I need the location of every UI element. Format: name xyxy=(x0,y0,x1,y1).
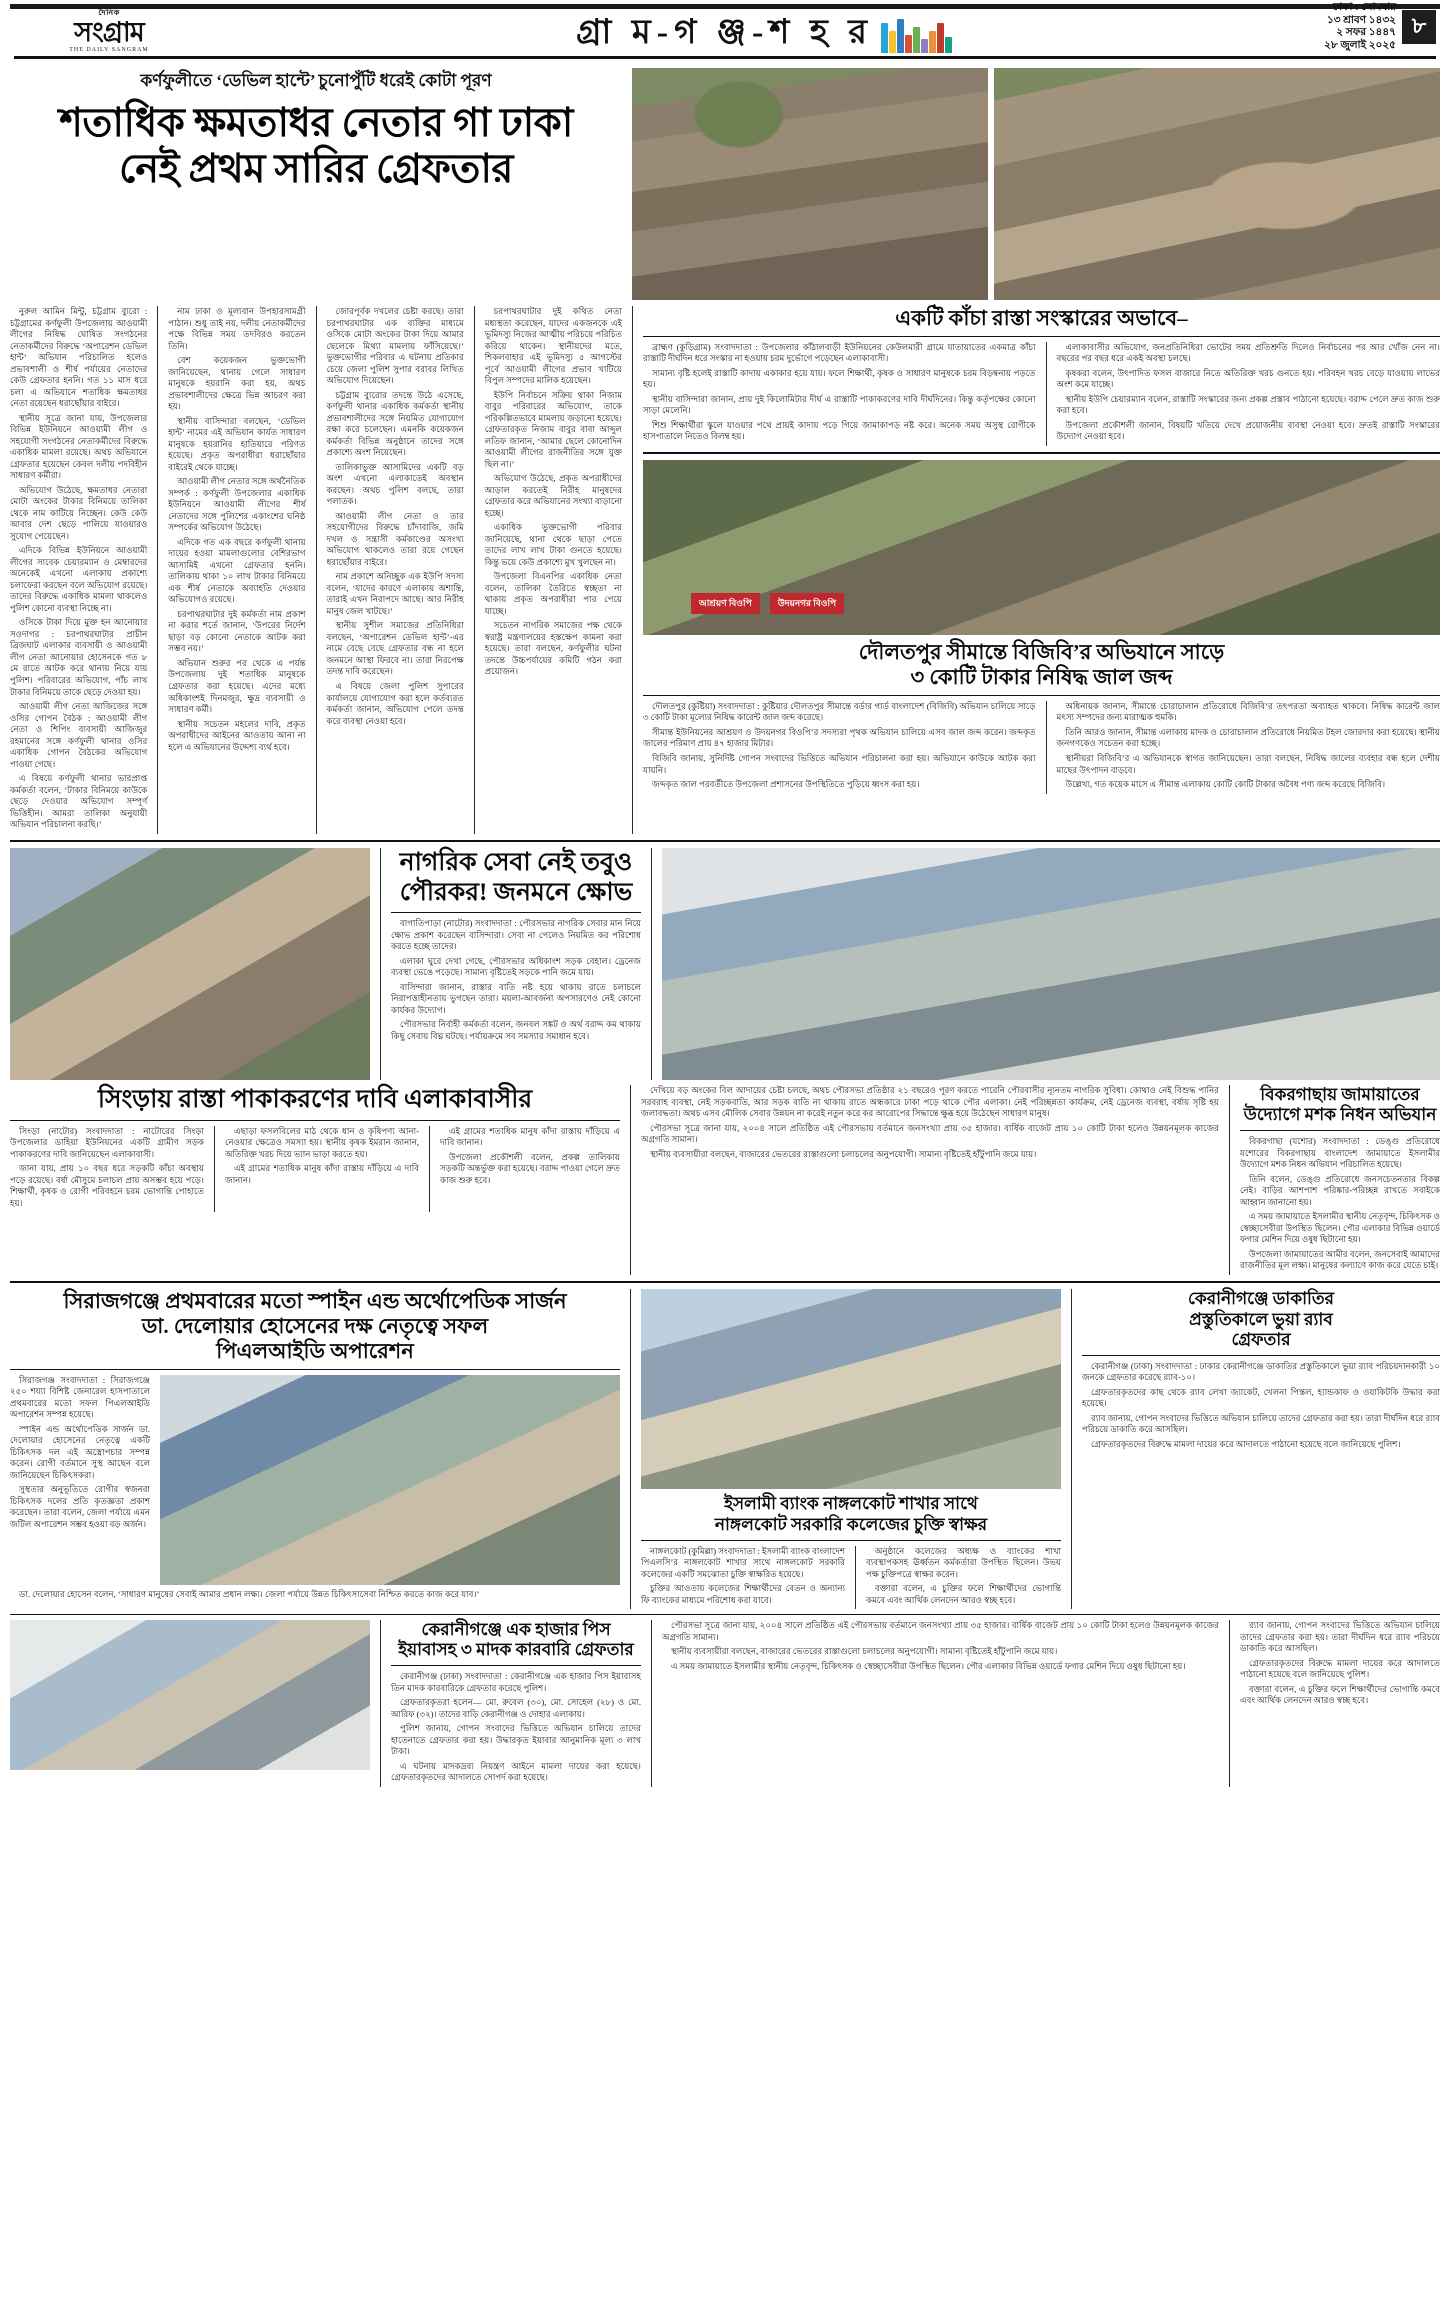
paragraph: অধিনায়ক জানান, সীমান্তে চোরাচালান প্রতিরোধে বিজিবি’র তৎপরতা অব্যাহত থাকবে। নিষিদ্ধ কারেন্ট জাল মৎস্য সম্পদের জন্য মারাত্মক হুমকি। xyxy=(1056,700,1440,723)
divider xyxy=(1240,1130,1440,1131)
paragraph: উপজেলা প্রকৌশলী বলেন, প্রকল্প তালিকায় সড়কটি অন্তর্ভুক্ত করা হয়েছে। বরাদ্দ পাওয়া গেলে দ্রুত কাজ শুরু হবে। xyxy=(440,1151,620,1185)
islami-bank-body xyxy=(641,1546,1061,1610)
paragraph: তিনি আরও জানান, সীমান্ত এলাকায় মাদক ও চোরাচালান প্রতিরোধে নিয়মিত টহল জোরদার করা হয়েছে। স্থানীয় জনগণকেও সচেতন করা হচ্ছে। xyxy=(1056,726,1440,749)
paragraph: এ ঘটনায় মাদকদ্রব্য নিয়ন্ত্রণ আইনে মামলা দায়ের করা হয়েছে। গ্রেফতারকৃতদের আদালতে সোপর্দ করা হয়েছে। xyxy=(391,1760,641,1783)
column-divider xyxy=(630,1085,631,1275)
date-line-1: ঢাকা : সোমবার xyxy=(1333,1,1396,13)
date-block xyxy=(1324,2,1436,53)
pouro-col-1 xyxy=(391,918,641,1042)
divider xyxy=(641,1540,1061,1541)
bgb-banner-right: উদয়নগর বিওপি xyxy=(770,593,844,614)
lead-headline xyxy=(10,100,622,193)
paragraph: স্থানীয় ব্যবসায়ীরা বলছেন, বাজারের ভেতরের রাস্তাগুলো চলাচলের অনুপযোগী। সামান্য বৃষ্টিতেই হাঁটুপানি জমে যায়। xyxy=(650,1148,1037,1159)
singra-col-1 xyxy=(10,1126,204,1213)
lead-headline-line-2: নেই প্রথম সারির গ্রেফতার xyxy=(119,146,513,192)
cityscape-icon xyxy=(881,13,952,53)
paragraph: উপজেলা বিএনপির একাধিক নেতা বলেন, তালিকা তৈরিতে স্বচ্ছতা না থাকায় প্রকৃত অপরাধীরা পার পেয়ে যাচ্ছে। xyxy=(484,571,622,616)
masthead-bottom-rule xyxy=(14,56,1436,59)
paragraph: স্থানীয় বাসিন্দারা জানান, প্রায় দুই কিলোমিটার দীর্ঘ এ রাস্তাটি পাকাকরণের দাবি দীর্ঘদিনের। কিন্তু কর্তৃপক্ষের কোনো সাড়া মেলেনি। xyxy=(643,393,1036,416)
paragraph: পৌরসভা সূত্রে জানা যায়, ২০০৪ সালে প্রতিষ্ঠিত এই পৌরসভায় বর্তমানে জনসংখ্যা প্রায় ৩৫ হাজার। বার্ষিক বাজেট প্রায় ১০ কোটি টাকা হলেও উন্নয়নমূলক কাজের অগ্রগতি সামান্য। xyxy=(641,1122,1219,1145)
surgeon-photo xyxy=(160,1375,620,1585)
paragraph: স্থানীয় বাসিন্দারা বলছেন, ‘ডেভিল হান্ট’ নামের এই অভিযান কার্যত সাধারণ মানুষকে হয়রানির হাতিয়ারে পরিণত হয়েছে। প্রকৃত অপরাধীরা ধরাছোঁয়ার বাইরেই থেকে যাচ্ছে। xyxy=(168,415,306,472)
paragraph: জব্দকৃত জাল পরবর্তীতে উপজেলা প্রশাসনের উপস্থিতিতে পুড়িয়ে ধ্বংস করা হয়। xyxy=(652,779,920,790)
date-line-3: ২ সফর ১৪৪৭ xyxy=(1336,27,1396,39)
paragraph: চরপাথরঘাটার দুই কর্মকর্তা নাম প্রকাশ না করার শর্তে জানান, ‘উপরের নির্দেশ ছাড়া বড় কোনো নেতাকে আটক করা সম্ভব নয়।’ xyxy=(168,608,306,654)
surgeon-headline-line-3: পিএলআইডি অপারেশন xyxy=(216,1338,414,1363)
paragraph: এলাকাবাসীর অভিযোগ, জনপ্রতিনিধিরা ভোটের সময় প্রতিশ্রুতি দিলেও নির্বাচনের পর আর খোঁজ নেন না। বছরের পর বছর ধরে একই অবস্থা চলছে। xyxy=(1056,341,1440,364)
paragraph: আওয়ামী লীগ নেতা আজিজের সঙ্গে ওসির গোপন বৈঠক : আওয়ামী লীগ নেতা ও শিপিং ব্যবসায়ী আজিজুর রহমানের সঙ্গে কর্ণফুলী থানার ওসির একাধিক গোপন বৈঠকের অভিযোগ পাওয়া গেছে। xyxy=(10,701,148,769)
paragraph: উপজেলা প্রকৌশলী জানান, বিষয়টি খতিয়ে দেখে প্রয়োজনীয় ব্যবস্থা নেওয়া হবে। দ্রুতই রাস্তাটি সংস্কারের উদ্যোগ নেওয়া হবে। xyxy=(1056,419,1440,442)
bgb-banner-left: আশ্রয়ণ বিওপি xyxy=(691,593,760,614)
pouro-headline-line-2: পৌরকর! জনমনে ক্ষোভ xyxy=(399,878,633,906)
paragraph: কেরানীগঞ্জ (ঢাকা) সংবাদদাতা : কেরানীগঞ্জে এক হাজার পিস ইয়াবাসহ তিন মাদক কারবারিকে গ্রেফতার করেছে পুলিশ। xyxy=(391,1671,641,1693)
newspaper-logo xyxy=(14,7,204,53)
paragraph: স্পাইন এন্ড অর্থোপেডিক সার্জন ডা. দেলোয়ার হোসেনের নেতৃত্বে একটি চিকিৎসক দল এই অস্ত্রোপচার সম্পন্ন করেন। রোগী বর্তমানে সুস্থ আছেন বলে জানিয়েছেন চিকিৎসকরা। xyxy=(10,1423,150,1480)
paragraph: বক্তারা বলেন, এ চুক্তির ফলে শিক্ষার্থীদের ভোগান্তি কমবে এবং আর্থিক লেনদেন আরও স্বচ্ছ হবে। xyxy=(866,1583,1061,1605)
lead-col-2 xyxy=(168,306,305,834)
paragraph: জানা যায়, প্রায় ১০ বছর ধরে সড়কটি কাঁচা অবস্থায় পড়ে রয়েছে। বর্ষা মৌসুমে চলাচল প্রায় অসম্ভব হয়ে পড়ে। শিক্ষার্থী, কৃষক ও রোগী পরিবহনে চরম ভোগান্তি পোহাতে হয়। xyxy=(10,1163,204,1208)
paragraph: তালিকাভুক্ত আসামিদের একটি বড় অংশ এখনো এলাকাতেই অবস্থান করছেন। অথচ পুলিশ বলছে, তারা পলাতক। xyxy=(326,461,464,507)
surgeon-col-2 xyxy=(10,1589,620,1601)
lead-headline-line-1: শতাধিক ক্ষমতাধর নেতার গা ঢাকা xyxy=(59,100,573,145)
paragraph: আওয়ামী লীগ নেতার সঙ্গে অর্থনৈতিক সম্পর্ক : কর্ণফুলী উপজেলার একাধিক ইউনিয়নে আওয়ামী লীগের শীর্ষ নেতাদের সঙ্গে পুলিশের একাংশের ঘনিষ্ঠ সম্পর্কের অভিযোগ উঠেছে। xyxy=(168,476,306,533)
paragraph: সচেতন নাগরিক সমাজের পক্ষ থেকে স্বরাষ্ট্র মন্ত্রণালয়ের হস্তক্ষেপ কামনা করা হয়েছে। তারা বলছেন, কর্ণফুলীর ঘটনা তদন্তে উচ্চপর্যায়ের কমিটি গঠন করা প্রয়োজন। xyxy=(484,620,622,677)
column-divider xyxy=(214,1126,215,1213)
paragraph: দৌলতপুর (কুষ্টিয়া) সংবাদদাতা : কুষ্টিয়ার দৌলতপুর সীমান্তে বর্ডার গার্ড বাংলাদেশ (বিজিবি) অভিযান চালিয়ে সাড়ে ৩ কোটি টাকা মূল্যের নিষিদ্ধ কারেন্ট জাল জব্দ করেছে। xyxy=(643,700,1036,723)
paragraph: সিংড়া (নাটোর) সংবাদদাতা : নাটোরের সিংড়া উপজেলার ডাহিয়া ইউনিয়নের একটি গ্রামীণ সড়ক পাকাকরণের দাবি জানিয়েছেন এলাকাবাসী। xyxy=(10,1125,204,1159)
bottom-section xyxy=(10,1289,1440,1609)
singra-col-2 xyxy=(225,1126,419,1213)
logo-kicker: দৈনিক xyxy=(98,8,120,18)
column-divider xyxy=(1046,342,1047,446)
newspaper-page xyxy=(0,1,1450,2306)
lead-block xyxy=(10,68,1440,300)
divider xyxy=(10,1614,1440,1615)
singra-headline-wrap xyxy=(10,1085,620,1275)
singra-story-headline: সিংড়ায় রাস্তা পাকাকরণের দাবি এলাকাবাসীর xyxy=(97,1086,533,1114)
paragraph: অনুষ্ঠানে কলেজের অধ্যক্ষ ও ব্যাংকের শাখা ব্যবস্থাপকসহ ঊর্ধ্বতন কর্মকর্তারা উপস্থিত ছিলেন। উভয় পক্ষ চুক্তিপত্রে স্বাক্ষর করেন। xyxy=(866,1545,1061,1579)
mosquito-story-headline: বিকরগাছায় জামায়াতের উদ্যোগে মশক নিধন অভিযান xyxy=(1243,1085,1437,1125)
islami-bank-headline-line-2: নাঙ্গলকোট সরকারি কলেজের চুক্তি স্বাক্ষর xyxy=(714,1514,988,1534)
divider xyxy=(643,695,1440,696)
paragraph: সামান্য বৃষ্টি হলেই রাস্তাটি কাদায় একাকার হয়ে যায়। ফলে শিক্ষার্থী, কৃষক ও সাধারণ মানুষকে চরম বিড়ম্বনায় পড়তে হয়। xyxy=(643,367,1036,390)
column-divider xyxy=(474,306,475,834)
pistol-headline: কেরানীগঞ্জে এক হাজার পিস ইয়াবাসহ ৩ মাদক কারবারি গ্রেফতার xyxy=(398,1620,634,1660)
singra-col-3 xyxy=(440,1126,620,1213)
section-title: গ্রা ম-গ ঞ্জ-শ হ র xyxy=(576,14,873,51)
paragraph: চুক্তির আওতায় কলেজের শিক্ষার্থীদের বেতন ও অন্যান্য ফি ব্যাংকের মাধ্যমে পরিশোধ করা যাবে। xyxy=(641,1583,845,1605)
masthead xyxy=(10,1,1440,62)
paragraph: অভিযান শুরুর পর থেকে এ পর্যন্ত উপজেলায় দুই শতাধিক মানুষকে গ্রেফতার করা হয়েছে। এদের মধ্যে অধিকাংশই দিনমজুর, ক্ষুদ্র ব্যবসায়ী ও সাধারণ কর্মী। xyxy=(168,657,306,715)
paragraph: উল্লেখ্য, গত কয়েক মাসে এ সীমান্ত এলাকায় কোটি কোটি টাকার অবৈধ পণ্য জব্দ করেছে বিজিবি। xyxy=(1065,779,1386,790)
surgeon-body xyxy=(10,1375,620,1585)
divider xyxy=(643,336,1440,337)
pistol-block xyxy=(391,1620,641,1787)
paragraph: বাসিন্দারা জানান, রাস্তার বাতি নষ্ট হয়ে থাকায় রাতে চলাচলে নিরাপত্তাহীনতায় ভুগছেন তারা। ময়লা-আবর্জনা অপসারণেও নেই কোনো কার্যকর উদ্যোগ। xyxy=(391,981,641,1015)
paragraph: পৌরসভা সূত্রে জানা যায়, ২০০৪ সালে প্রতিষ্ঠিত এই পৌরসভায় বর্তমানে জনসংখ্যা প্রায় ৩৫ হাজার। বার্ষিক বাজেট প্রায় ১০ কোটি টাকা হলেও উন্নয়নমূলক কাজের অগ্রগতি সামান্য। xyxy=(662,1620,1219,1642)
paragraph: অভিযোগ উঠেছে, ক্ষমতাধর নেতারা মোটা অংকের টাকার বিনিময়ে তালিকা থেকে নাম কাটিয়ে নিচ্ছেন। কেউ কেউ আবার দেশ ছেড়ে পালিয়ে যাওয়ারও সুযোগ পেয়েছেন। xyxy=(10,484,148,541)
bgb-headline-line-1: দৌলতপুর সীমান্তে বিজিবি’র অভিযানে সাড়ে xyxy=(858,640,1225,665)
singra-block xyxy=(10,848,370,1080)
lead-col-3 xyxy=(326,306,463,834)
bgb-col-1 xyxy=(643,701,1036,794)
paragraph: দেখিয়ে বড় অংকের বিল আদায়ের চেষ্টা চলছে, অথচ পৌরসভা প্রতিষ্ঠার ২১ বছরেও পূরণ করতে পারেনি পৌরবাসীর ন্যূনতম নাগরিক সুবিধা। কোথাও নেই বিশুদ্ধ পানির সরবরাহ ব্যবস্থা, নেই সড়কবাতি, আর সড়ক বাতি না থাকায় রাতে অন্ধকারে ঢাকা পড়ে থাকে পৌর এলাকা। নেই পরিচ্ছন্নতা কার্যক্রম, নেই ড্রেনেজ ব্যবস্থা, বর্ষায় সৃষ্টি হয় জলাবদ্ধতা। অথচ এসব মৌলিক সেবার উন্নয়ন না করেই নতুন করে কর আরোপের সিদ্ধান্তে ক্ষুব্ধ হয়ে উঠেছেন সাধারণ মানুষ। xyxy=(641,1085,1219,1119)
footer-photo-block xyxy=(10,1620,370,1787)
pouro-col-2 xyxy=(641,1085,1219,1160)
divider xyxy=(10,1369,620,1370)
islami-bank-headline xyxy=(641,1494,1061,1534)
singra-mosquito-headrow xyxy=(10,1085,1440,1275)
paragraph: বক্তারা বলেন, এ চুক্তির ফলে শিক্ষার্থীদের ভোগান্তি কমবে এবং আর্থিক লেনদেন আরও স্বচ্ছ হবে। xyxy=(1240,1683,1440,1706)
paragraph: তিনি বলেন, ডেঙ্গু প্রতিরোধে জনসচেতনতার বিকল্প নেই। বাড়ির আশপাশ পরিষ্কার-পরিচ্ছন্ন রাখতে সবাইকে আহ্বান জানানো হয়। xyxy=(1240,1173,1440,1207)
column-divider xyxy=(380,1620,381,1787)
footer-col-right xyxy=(1240,1620,1440,1787)
pouro-headline-line-1: নাগরিক সেবা নেই তবুও xyxy=(399,849,633,877)
paragraph: র‌্যাব জানায়, গোপন সংবাদের ভিত্তিতে অভিযান চালিয়ে তাদের গ্রেফতার করা হয়। তারা দীর্ঘদিন ধরে র‌্যাব পরিচয়ে ডাকাতি করে আসছিল। xyxy=(1240,1620,1440,1654)
column-divider xyxy=(1046,701,1047,794)
paragraph: সীমান্ত ইউনিয়নের আশ্রয়ণ ও উদয়নগর বিওপি’র সদস্যরা পৃথক অভিযান চালিয়ে এসব জাল জব্দ করেন। জব্দকৃত জালের পরিমাণ প্রায় ৪৭ হাজার মিটার। xyxy=(643,726,1036,749)
islami-bank-col-2 xyxy=(866,1546,1061,1610)
footer-col-1 xyxy=(662,1620,1219,1672)
paragraph: নাম প্রকাশে অনিচ্ছুক এক ইউপি সদস্য বলেন, ‘যাদের কারণে এলাকায় অশান্তি, তারাই এখন নিরাপদে আছে। আর নিরীহ মানুষ জেল খাটছে।’ xyxy=(326,571,464,616)
paragraph: এলাকা ঘুরে দেখা গেছে, পৌরসভার অধিকাংশ সড়ক বেহাল। ড্রেনেজ ব্যবস্থা ভেঙে পড়েছে। সামান্য বৃষ্টিতেই সড়কে পানি জমে যায়। xyxy=(391,955,641,978)
paragraph: স্থানীয়রা বিজিবি’র এ অভিযানকে স্বাগত জানিয়েছেন। তারা বলছেন, নিষিদ্ধ জালের ব্যবহার বন্ধ হলে দেশীয় মাছের উৎপাদন বাড়বে। xyxy=(1056,752,1440,775)
road-col-1 xyxy=(643,342,1036,446)
paragraph: সুস্থতার অনুভূতিতে রোগীর স্বজনরা চিকিৎসক দলের প্রতি কৃতজ্ঞতা প্রকাশ করেছেন। তারা বলেন, জেলা পর্যায়ে এমন জটিল অপারেশন সম্ভব হওয়া বড় অর্জন। xyxy=(10,1484,150,1529)
road-col-2 xyxy=(1057,342,1441,446)
lead-headline-area xyxy=(10,68,622,300)
paragraph: স্থানীয় ব্যবসায়ীরা বলছেন, বাজারের ভেতরের রাস্তাগুলো চলাচলের অনুপযোগী। সামান্য বৃষ্টিতেই হাঁটুপানি জমে যায়। xyxy=(671,1646,1058,1657)
footer-extra-text xyxy=(662,1620,1219,1787)
divider xyxy=(10,1281,1440,1284)
paragraph: ওসিকে টাকা দিয়ে মুক্ত হন আনোয়ার সওদাগর : চরপাথরঘাটার প্রাচীন ব্রিজঘাট এলাকার ব্যবসায়ী ও আওয়ামী লীগ নেতা আনোয়ার হোসেনকে গত ৮ মে রাতে আটক করে থানায় নিয়ে যায় পুলিশ। পরিবারের অভিযোগ, পাঁচ লাখ টাকার বিনিময়ে তাকে ছেড়ে দেওয়া হয়। xyxy=(10,617,148,697)
lead-col-1 xyxy=(10,306,147,834)
lead-kicker: কর্ণফুলীতে ‘ডেভিল হান্টে’ চুনোপুঁটি ধরেই কোটা পূরণ xyxy=(140,71,492,90)
date-lines xyxy=(1324,2,1396,53)
divider xyxy=(10,840,1440,843)
paragraph: স্থানীয় সুশীল সমাজের প্রতিনিধিরা বলছেন, ‘অপারেশন ডেভিল হান্ট’-এর নামে বেছে বেছে গ্রেফতার বন্ধ না হলে জনমনে আস্থা ফিরবে না। তারা নিরপেক্ষ তদন্ত দাবি করেছেন। xyxy=(326,620,464,677)
bgb-col-2 xyxy=(1057,701,1441,794)
column-divider xyxy=(1229,1085,1230,1275)
paragraph: এদিকে বিভিন্ন ইউনিয়নে আওয়ামী লীগের সাবেক চেয়ারম্যান ও মেম্বারদের অনেকেই এখনো এলাকায় প্রকাশ্যে চলাফেরা করছেন বলে অভিযোগ রয়েছে। তাদের বিরুদ্ধে একাধিক মামলা থাকলেও পুলিশ কোনো ব্যবস্থা নিচ্ছে না। xyxy=(10,545,148,613)
keraniganj-headline-line-1: কেরানীগঞ্জে ডাকাতির xyxy=(1187,1289,1335,1309)
mosquito-photo-block xyxy=(662,848,1440,1080)
islami-bank-block xyxy=(641,1289,1061,1609)
paragraph: স্থানীয় সূত্রে জানা যায়, উপজেলার বিভিন্ন ইউনিয়নে আওয়ামী লীগ ও সহযোগী সংগঠনের নেতাকর্মীদের বিরুদ্ধে একাধিক মামলা রয়েছে। অথচ অভিযানে গ্রেফতার হয়েছেন কেবল দলীয় পদবিহীন সাধারণ কর্মীরা। xyxy=(10,412,148,481)
paragraph: এ সময় জামায়াতে ইসলামীর স্থানীয় নেতৃবৃন্দ, চিকিৎসক ও স্বেচ্ছাসেবীরা উপস্থিত ছিলেন। পৌর এলাকার বিভিন্ন ওয়ার্ডে ফগার মেশিন দিয়ে ওষুধ ছিটানো হয়। xyxy=(671,1660,1186,1671)
paragraph: এ বিষয়ে জেলা পুলিশ সুপারের কার্যালয়ে যোগাযোগ করা হলে কর্তব্যরত কর্মকর্তা জানান, অভিযোগ পেলে তদন্ত করে ব্যবস্থা নেওয়া হবে। xyxy=(326,680,464,726)
surgeon-block xyxy=(10,1289,620,1609)
bgb-story-headline xyxy=(643,640,1440,690)
lead-photos xyxy=(632,68,1440,300)
keraniganj-headline-line-3: গ্রেফতার xyxy=(1231,1329,1291,1349)
pistol-col-1 xyxy=(391,1671,641,1784)
column-divider xyxy=(157,306,158,834)
page-number-badge: ৮ xyxy=(1402,10,1436,44)
column-divider xyxy=(855,1546,856,1610)
mosquito-head-wrap xyxy=(1240,1085,1440,1275)
date-line-4: ২৮ জুলাই ২০২৫ xyxy=(1324,40,1396,52)
column-divider xyxy=(651,848,652,1080)
paragraph: গ্রেফতারকৃতদের কাছ থেকে র‌্যাব লেখা জ্যাকেট, খেলনা পিস্তল, হ্যান্ডকাফ ও ওয়াকিটকি উদ্ধার করা হয়েছে। xyxy=(1082,1386,1440,1409)
paragraph: নাঙ্গলকোট (কুমিল্লা) সংবাদদাতা : ইসলামী ব্যাংক বাংলাদেশ পিএলসি’র নাঙ্গলকোট শাখার সাথে নাঙ্গলকোট সরকারি কলেজের একটি সমঝোতা চুক্তি স্বাক্ষরিত হয়েছে। xyxy=(641,1545,845,1579)
paragraph: চরপাথরঘাটার দুই কথিত নেতা মধ্যস্থতা করেছেন, যাদের একজনকে এই ভূমিদস্যু নিজের আত্মীয় পরিচয়ে পরিচিত করিয়ে থাকেন। স্থানীয়দের মতে, শিকলবাহার এই ভূমিদস্যু ৫ আগস্টের পূর্বে আওয়ামী লীগের প্রভাব খাটিয়ে বিপুল সম্পদের মালিক হয়েছেন। xyxy=(484,306,622,386)
bgb-story-body xyxy=(643,701,1440,794)
road-story-headline: একটি কাঁচা রাস্তা সংস্কারের অভাবে– xyxy=(895,306,1188,330)
paragraph: ব্রাহ্মণ (কুড়িগ্রাম) সংবাদদাতা : উপজেলার কাঁঠালবাড়ী ইউনিয়নের কেউলমারী গ্রামে যাতায়াতের একমাত্র কাঁচা রাস্তাটি দীর্ঘদিন ধরে সংস্কার না হওয়ায় চরম দুর্ভোগে পড়েছেন এলাকাবাসী। xyxy=(643,341,1036,364)
islami-bank-headline-line-1: ইসলামী ব্যাংক নাঙ্গলকোট শাখার সাথে xyxy=(724,1494,978,1514)
surgeon-headline-line-2: ডা. দেলোয়ার হোসেনের দক্ষ নেতৃত্বে সফল xyxy=(141,1314,489,1339)
keraniganj-block xyxy=(1082,1289,1440,1609)
bgb-photo xyxy=(643,460,1440,635)
date-line-2: ১৩ শ্রাবণ ১৪৩২ xyxy=(1326,14,1396,26)
pouro-head-block xyxy=(391,848,641,1080)
paragraph: আওয়ামী লীগ নেতা ও তার সহযোগীদের বিরুদ্ধে চাঁদাবাজি, জমি দখল ও সন্ত্রাসী কর্মকাণ্ডের অসংখ্য অভিযোগ থাকলেও তারা রয়ে গেছেন ধরাছোঁয়ার বাইরে। xyxy=(326,510,464,567)
paragraph: এ সময় জামায়াতে ইসলামীর স্থানীয় নেতৃবৃন্দ, চিকিৎসক ও স্বেচ্ছাসেবীরা উপস্থিত ছিলেন। পৌর এলাকার বিভিন্ন ওয়ার্ডে ফগার মেশিন দিয়ে ওষুধ ছিটানো হয়। xyxy=(1240,1211,1440,1245)
column-divider xyxy=(316,306,317,834)
paragraph: বিজিবি জানায়, সুনির্দিষ্ট গোপন সংবাদের ভিত্তিতে অভিযান পরিচালনা করা হয়। অভিযানে কাউকে আটক করা যায়নি। xyxy=(643,752,1036,775)
divider xyxy=(643,452,1440,455)
right-rail xyxy=(643,306,1440,834)
paragraph: ডা. দেলোয়ার হোসেন বলেন, ‘সাধারণ মানুষের সেবাই আমার প্রধান লক্ষ্য। জেলা পর্যায়ে উন্নত চিকিৎসাসেবা নিশ্চিত করতে কাজ করে যাব।’ xyxy=(19,1588,480,1599)
paragraph: গ্রেফতারকৃতদের বিরুদ্ধে মামলা দায়ের করে আদালতে পাঠানো হয়েছে বলে জানিয়েছে পুলিশ। xyxy=(1091,1438,1401,1449)
paragraph: কৃষকরা বলেন, উৎপাদিত ফসল বাজারে নিতে অতিরিক্ত খরচ গুনতে হয়। পরিবহন খরচ বেড়ে যাওয়ায় লাভের অংশ কমে যাচ্ছে। xyxy=(1056,367,1440,390)
column-divider xyxy=(429,1126,430,1213)
pouro-story-headline xyxy=(391,848,641,907)
footer-photo xyxy=(10,1620,370,1770)
lead-story-columns xyxy=(10,306,622,834)
paragraph: পুলিশ জানায়, গোপন সংবাদের ভিত্তিতে অভিযান চালিয়ে তাদের হাতেনাতে গ্রেফতার করা হয়। উদ্ধারকৃত ইয়াবার আনুমানিক মূল্য ৩ লাখ টাকা। xyxy=(391,1723,641,1757)
surgeon-headline-line-1: সিরাজগঞ্জে প্রথমবারের মতো স্পাইন এন্ড অর্থোপেডিক সার্জন xyxy=(63,1289,567,1314)
footer-section xyxy=(10,1620,1440,1787)
mosquito-photo xyxy=(662,848,1440,1080)
paragraph: পৌরসভার নির্বাহী কর্মকর্তা বলেন, জনবল সঙ্কট ও অর্থ বরাদ্দ কম থাকায় কিছু সেবায় বিঘ্ন ঘটছে। পর্যায়ক্রমে সব সমস্যার সমাধান হবে। xyxy=(391,1019,641,1041)
paragraph: কেরানীগঞ্জ (ঢাকা) সংবাদদাতা : ঢাকার কেরানীগঞ্জে ডাকাতির প্রস্তুতিকালে ভুয়া র‌্যাব পরিচয়দানকারী ১০ জনকে গ্রেফতার করেছে র‌্যাব-১০। xyxy=(1082,1360,1440,1383)
footer-col-2 xyxy=(1240,1620,1440,1707)
paragraph: সিরাজগঞ্জ সংবাদদাতা : সিরাজগঞ্জে ২৫০ শয্যা বিশিষ্ট জেনারেল হাসপাতালে প্রথমবারের মতো সফল পিএলআইডি অপারেশন সম্পন্ন হয়েছে। xyxy=(10,1374,150,1420)
paragraph: অভিযোগ উঠেছে, প্রকৃত অপরাধীদের আড়াল করতেই নিরীহ মানুষদের গ্রেফতার করে অভিযানের সংখ্যা বাড়ানো হচ্ছে। xyxy=(484,473,622,518)
paragraph: এছাড়া ফসলবিলের মাঠ থেকে ধান ও কৃষিপণ্য আনা-নেওয়ার ক্ষেত্রেও সমস্যা হয়। স্থানীয় কৃষক ইমরান জানান, অতিরিক্ত খরচ দিয়ে ভ্যান ভাড়া করতে হয়। xyxy=(225,1125,419,1159)
divider xyxy=(391,1665,641,1666)
divider xyxy=(391,912,641,913)
paragraph: উপজেলা জামায়াতের আমীর বলেন, জনসেবাই আমাদের রাজনীতির মূল লক্ষ্য। মানুষের কল্যাণে কাজ করে যেতে চাই। xyxy=(1240,1248,1440,1271)
lead-photo-left xyxy=(632,68,988,300)
keraniganj-headline xyxy=(1082,1289,1440,1349)
paragraph: এ বিষয়ে কর্ণফুলী থানার ভারপ্রাপ্ত কর্মকর্তা বলেন, ‘টাকার বিনিময়ে কাউকে ছেড়ে দেওয়ার অভিযোগ সম্পূর্ণ ভিত্তিহীন। আমরা তালিকা অনুযায়ী অভিযান পরিচালনা করছি।’ xyxy=(10,773,148,830)
column-divider xyxy=(1071,1289,1072,1609)
paragraph: একাধিক ভুক্তভোগী পরিবার জানিয়েছে, থানা থেকে ছাড়া পেতে তাদের লাখ লাখ টাকা গুনতে হয়েছে। কিন্তু ভয়ে কেউ প্রকাশ্যে মুখ খুলছেন না। xyxy=(484,522,622,567)
paragraph: নুরুল আমিন মিন্টু, চট্টগ্রাম ব্যুরো : চট্টগ্রামের কর্ণফুলী উপজেলায় আওয়ামী লীগের নিষিদ্ধ ঘোষিত সংগঠনের নেতাকর্মীদের বিরুদ্ধে ‘অপারেশন ডেভিল হান্ট’ অভিযান পরিচালিত হলেও প্রভাবশালী ও শীর্ষ পর্যায়ের নেতাদের কেউ গ্রেফতার হননি। গত ১১ মাস ধরে চলা এ অভিযানে শতাধিক ক্ষমতাধর নেতা রয়েছেন ধরাছোঁয়ার বাইরে। xyxy=(10,306,148,409)
mosquito-col-1 xyxy=(1240,1136,1440,1272)
paragraph: এদিকে গত এক বছরে কর্ণফুলী থানায় দায়ের হওয়া মামলাগুলোর বেশিরভাগ আসামিই এখনো গ্রেফতার হননি। তালিকায় থাকা ১০ লাখ টাকার বিনিময়ে এক শীর্ষ নেতাকে অব্যাহতি দেওয়ার অভিযোগও রয়েছে। xyxy=(168,536,306,605)
bgb-headline-line-2: ৩ কোটি টাকার নিষিদ্ধ জাল জব্দ xyxy=(910,665,1173,690)
paragraph: চট্টগ্রাম ব্যুরোর তদন্তে উঠে এসেছে, কর্ণফুলী থানার একাধিক কর্মকর্তা স্থানীয় প্রভাবশালীদের সঙ্গে নিয়মিত যোগাযোগ রক্ষা করে চলেছেন। এমনকি কয়েকজন কর্মকর্তা বিভিন্ন অনুষ্ঠানে তাদের সঙ্গে প্রকাশ্যে অংশ নিয়েছেন। xyxy=(326,389,464,458)
column-divider xyxy=(1229,1620,1230,1787)
keraniganj-headline-line-2: প্রস্তুতিকালে ভুয়া র‌্যাব xyxy=(1189,1309,1333,1329)
divider xyxy=(10,1120,620,1121)
bgb-photo-banners xyxy=(691,593,844,614)
paragraph: বিকরগাছা (যশোর) সংবাদদাতা : ডেঙ্গু প্রতিরোধে যশোরের বিকরগাছায় বাংলাদেশ জামায়াতে ইসলামীর উদ্যোগে মশক নিধন অভিযান পরিচালিত হয়েছে। xyxy=(1240,1136,1440,1170)
divider xyxy=(1082,1355,1440,1356)
keraniganj-col-1 xyxy=(1082,1361,1440,1451)
logo-title: সংগ্রাম xyxy=(74,17,144,48)
column-divider xyxy=(380,848,381,1080)
islami-bank-photo xyxy=(641,1289,1061,1489)
surgeon-col-1 xyxy=(10,1375,150,1585)
main-body xyxy=(10,306,1440,834)
paragraph: এই গ্রামের শতাধিক মানুষ কাঁদা রাস্তায় দাঁড়িয়ে এ দাবি জানান। xyxy=(225,1163,419,1185)
paragraph: নাম ঢাকা ও মূল্যবান উপহারসামগ্রী পাঠান। শুধু তাই নয়, দলীয় নেতাকর্মীদের পক্ষে বিভিন্ন সময় তদবিরও করতেন তিনি। xyxy=(168,306,306,351)
paragraph: স্থানীয় ইউপি চেয়ারম্যান বলেন, রাস্তাটি সংস্কারের জন্য প্রকল্প প্রস্তাব পাঠানো হয়েছে। বরাদ্দ পেলে দ্রুত কাজ শুরু করা হবে। xyxy=(1056,393,1440,416)
paragraph: ইউপি নির্বাচনে সক্রিয় থাকা নিজাম বাবুর পরিবারের অভিযোগ, তাকে পরিকল্পিতভাবে মামলায় জড়ানো হয়েছে। গ্রেফতারকৃত নিজাম বাবুর বাবা আব্দুল লতিফ জানান, ‘আমার ছেলে কোনোদিন আওয়ামী লীগের রাজনীতির সঙ্গে যুক্ত ছিল না।’ xyxy=(484,389,622,469)
singra-photo xyxy=(10,848,370,1080)
singra-body xyxy=(10,1126,620,1213)
paragraph: এই গ্রামের শতাধিক মানুষ কাঁদা রাস্তায় দাঁড়িয়ে এ দাবি জানান। xyxy=(440,1125,620,1148)
islami-bank-col-1 xyxy=(641,1546,845,1610)
paragraph: গ্রেফতারকৃতরা হলেন— মো. রুবেল (৩০), মো. সোহেল (২৮) ও মো. আরিফ (৩২)। তাদের বাড়ি কেরানীগঞ্জ ও দোহার এলাকায়। xyxy=(391,1697,641,1719)
paragraph: শিশু শিক্ষার্থীরা স্কুলে যাওয়ার পথে প্রায়ই কাদায় পড়ে গিয়ে জামাকাপড় নষ্ট করে। অনেক সময় অসুস্থ রোগীকে হাসপাতালে নিতেও বিলম্ব হয়। xyxy=(643,419,1036,442)
paragraph: বাগাতিপাড়া (নাটোর) সংবাদদাতা : পৌরসভার নাগরিক সেবার মান নিয়ে ক্ষোভ প্রকাশ করেছেন বাসিন্দারা। সেবা না পেলেও নিয়মিত কর পরিশোধ করতে হচ্ছে তাদের। xyxy=(391,918,641,952)
column-divider xyxy=(651,1620,652,1787)
logo-subtitle: THE DAILY SANGRAM xyxy=(69,47,149,53)
paragraph: বেশ কয়েকজন ভুক্তভোগী জানিয়েছেন, থানায় গেলে সাধারণ মানুষকে হয়রানি করা হয়, অথচ প্রভাবশালীদের ক্ষেত্রে ভিন্ন আচরণ করা হয়। xyxy=(168,355,306,412)
lead-col-4 xyxy=(485,306,622,834)
pouro-col2-wrap xyxy=(641,1085,1219,1275)
mid-section xyxy=(10,848,1440,1080)
paragraph: গ্রেফতারকৃতদের বিরুদ্ধে মামলা দায়ের করে আদালতে পাঠানো হয়েছে বলে জানিয়েছে পুলিশ। xyxy=(1240,1657,1440,1680)
column-divider xyxy=(632,306,633,834)
surgeon-story-headline xyxy=(10,1289,620,1363)
section-title-block xyxy=(204,13,1324,53)
paragraph: র‌্যাব জানায়, গোপন সংবাদের ভিত্তিতে অভিযান চালিয়ে তাদের গ্রেফতার করা হয়। তারা দীর্ঘদিন ধরে র‌্যাব পরিচয়ে ডাকাতি করে আসছিল। xyxy=(1082,1412,1440,1435)
road-story-body xyxy=(643,342,1440,446)
paragraph: জোরপূর্বক দখলের চেষ্টা করছে। তারা চরপাথরঘাটার এক ব্যক্তির মাধ্যমে ওসিকে মোটা অংকের টাকা দিয়ে আমার ছেলেকে মিথ্যা মামলায় ফাঁসিয়েছে।’ ভুক্তভোগীর পরিবার এ ঘটনায় প্রতিকার চেয়ে জেলা পুলিশ সুপার বরাবর লিখিত অভিযোগ দিয়েছেন। xyxy=(326,306,464,386)
column-divider xyxy=(630,1289,631,1609)
lead-photo-right xyxy=(994,68,1440,300)
paragraph: স্থানীয় সচেতন মহলের দাবি, প্রকৃত অপরাধীদের আইনের আওতায় আনা না হলে এ অভিযানের উদ্দেশ্য ব্যর্থ হবে। xyxy=(168,718,306,752)
